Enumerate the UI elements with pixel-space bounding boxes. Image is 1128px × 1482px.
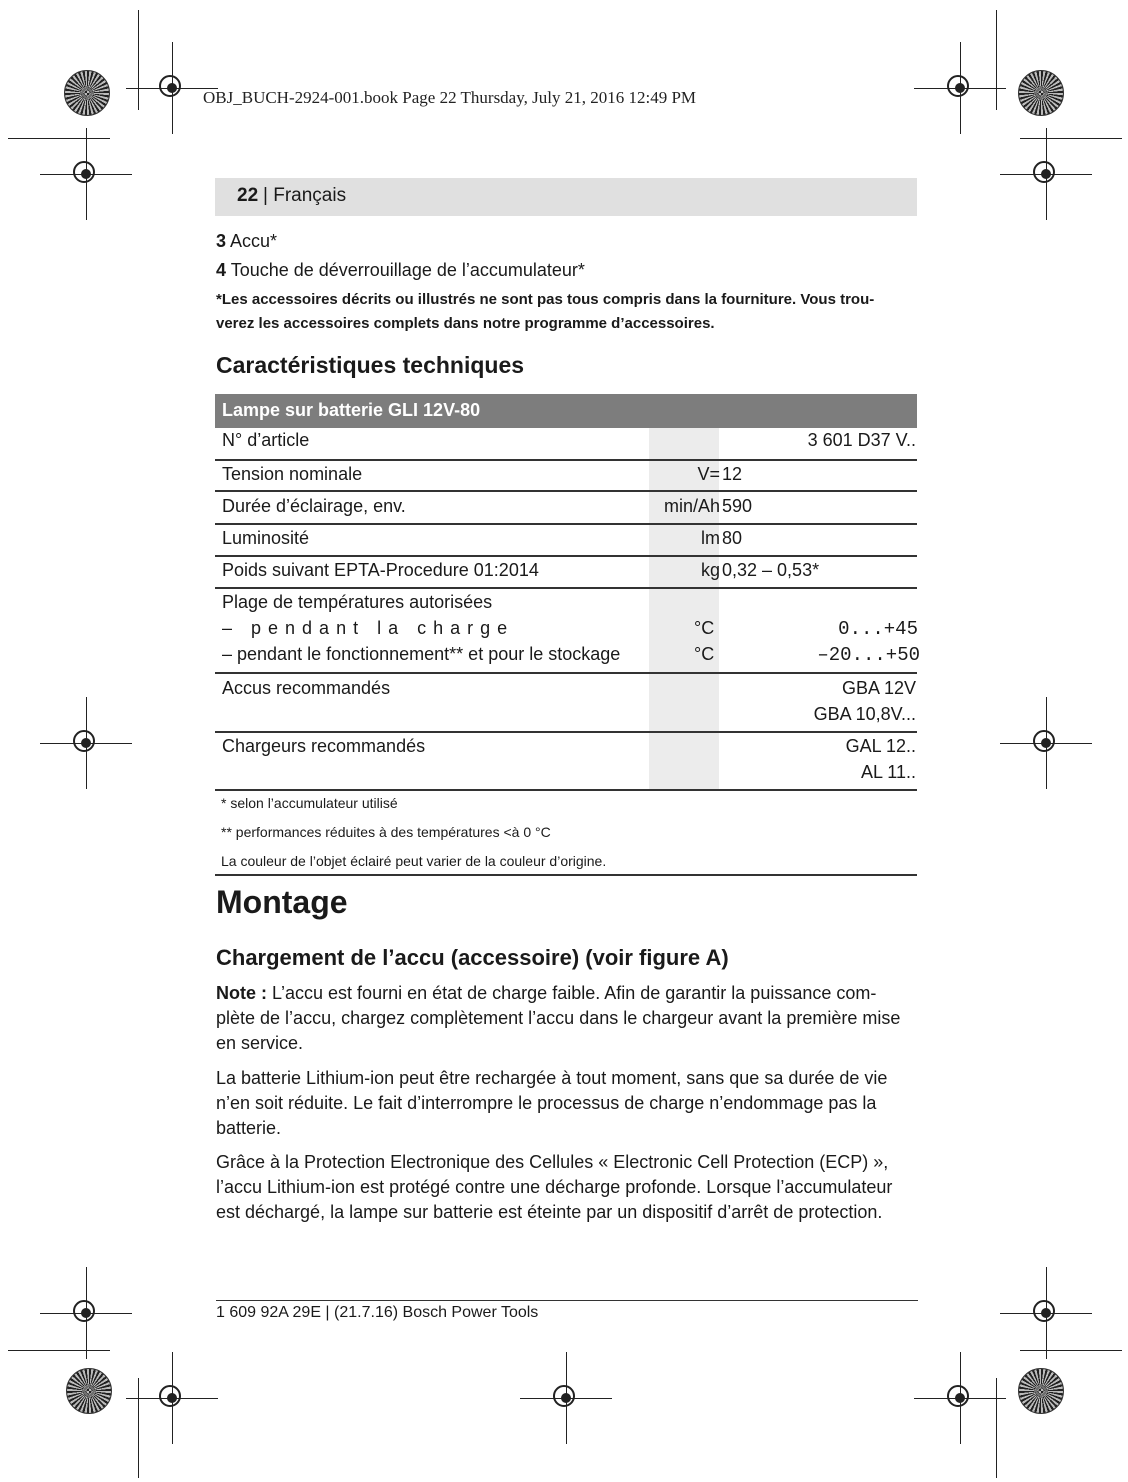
batteries-label: Accus recommandés [222, 678, 391, 698]
ecp-paragraph: Grâce à la Protection Electronique des Cellules « Electronic Cell Protection (ECP) », l’accu Lithium-ion est protégé contre une décharge profonde. Lorsque l’accumulateur est déchargé, la lampe sur batterie est éteinte par un dispositif d’arrêt de protection. [216, 1152, 893, 1222]
footnote: La couleur de l’objet éclairé peut varier de la couleur d’origine. [221, 853, 607, 869]
legend-item: 4 Touche de déverrouillage de l’accumulateur* [216, 260, 585, 280]
table-row-unit: V= [697, 464, 720, 484]
temp-operation-value: –20...+50 [817, 644, 920, 666]
crop-line [1020, 138, 1122, 139]
chargers-value: GAL 12.. [845, 736, 916, 756]
table-row-unit: kg [700, 560, 720, 580]
table-title: Lampe sur batterie GLI 12V-80 [222, 400, 481, 420]
table-row-value: 80 [722, 528, 743, 548]
table-row-label: N° d’article [222, 430, 310, 450]
crop-line [138, 1378, 139, 1478]
registration-target-top-right [1018, 70, 1064, 116]
crop-line [996, 10, 997, 110]
crop-line [8, 138, 110, 139]
temp-range-label: Plage de températures autorisées [222, 592, 493, 612]
registration-target-bottom-right [1018, 1368, 1064, 1414]
table-rule [215, 459, 917, 461]
batteries-value: GBA 12V [841, 678, 916, 698]
table-rule [215, 587, 917, 589]
temp-operation-unit: °C [694, 644, 715, 664]
chargers-value: AL 11.. [860, 762, 916, 782]
table-row-unit: lm [701, 528, 720, 548]
footnote: * selon l’accumulateur utilisé [221, 795, 398, 811]
table-title-bar [215, 394, 917, 428]
temp-charge-unit: °C [694, 618, 715, 638]
crop-line [996, 1378, 997, 1478]
footer-rule [216, 1300, 918, 1301]
crop-line [8, 1350, 110, 1351]
chargers-label: Chargeurs recommandés [222, 736, 426, 756]
table-row-label: Luminosité [222, 528, 310, 548]
table-row-label: Poids suivant EPTA-Procedure 01:2014 [222, 560, 539, 580]
print-slug: OBJ_BUCH-2924-001.book Page 22 Thursday, July 21, 2016 12:49 PM [203, 88, 697, 107]
table-row-value: 590 [722, 496, 753, 516]
table-rule [215, 789, 917, 791]
temp-charge-label: – pendant la charge [222, 618, 515, 638]
temp-charge-value: 0...+45 [838, 618, 918, 640]
table-row-label: Durée d’éclairage, env. [222, 496, 406, 516]
table-rule [215, 555, 917, 557]
table-row-value: 12 [722, 464, 743, 484]
batteries-value: GBA 10,8V... [813, 704, 916, 724]
temp-operation-label: – pendant le fonctionnement** et pour le stockage [222, 644, 621, 664]
accessories-note: *Les accessoires décrits ou illustrés ne sont pas tous compris dans la fourniture. Vous trou- verez les accessoires complets dans notre programme d’accessoires. [216, 291, 875, 332]
table-rule [215, 874, 917, 876]
table-rule [215, 490, 917, 492]
table-row-value: 3 601 D37 V.. [807, 430, 916, 450]
table-rule [215, 672, 917, 674]
page-language [263, 185, 346, 207]
table-rule [215, 523, 917, 525]
page-number: 22 [237, 185, 259, 206]
header-separator: | [263, 185, 268, 206]
table-rule [215, 731, 917, 733]
table-row-unit: min/Ah [663, 496, 720, 516]
battery-paragraph: La batterie Lithium-ion peut être rechargée à tout moment, sans que sa durée de vie n’en soit réduite. Le fait d’interrompre le processus de charge n’endommage pas la batterie. [216, 1068, 888, 1138]
charging-heading: Chargement de l’accu (accessoire) (voir figure A) [216, 945, 729, 970]
crop-line [138, 10, 139, 110]
language-label: Français [273, 185, 347, 206]
table-row-label: Tension nominale [222, 464, 363, 484]
page-header [215, 178, 917, 216]
footnote: ** performances réduites à des températures <à 0 °C [221, 824, 551, 840]
registration-target-top-left [64, 70, 110, 116]
note-paragraph: Note : L’accu est fourni en état de charge faible. Afin de garantir la puissance com- plète de l’accu, chargez complètement l’accu dans le chargeur avant la première mise en service. [216, 983, 901, 1053]
registration-target-bottom-left [66, 1368, 112, 1414]
legend-item: 3 Accu* [216, 231, 278, 251]
specs-heading: Caractéristiques techniques [216, 352, 525, 378]
montage-heading: Montage [216, 884, 348, 920]
page-footer: 1 609 92A 29E | (21.7.16) Bosch Power Tools [216, 1304, 539, 1321]
table-row-value: 0,32 – 0,53* [722, 560, 820, 580]
crop-line [1020, 1350, 1122, 1351]
